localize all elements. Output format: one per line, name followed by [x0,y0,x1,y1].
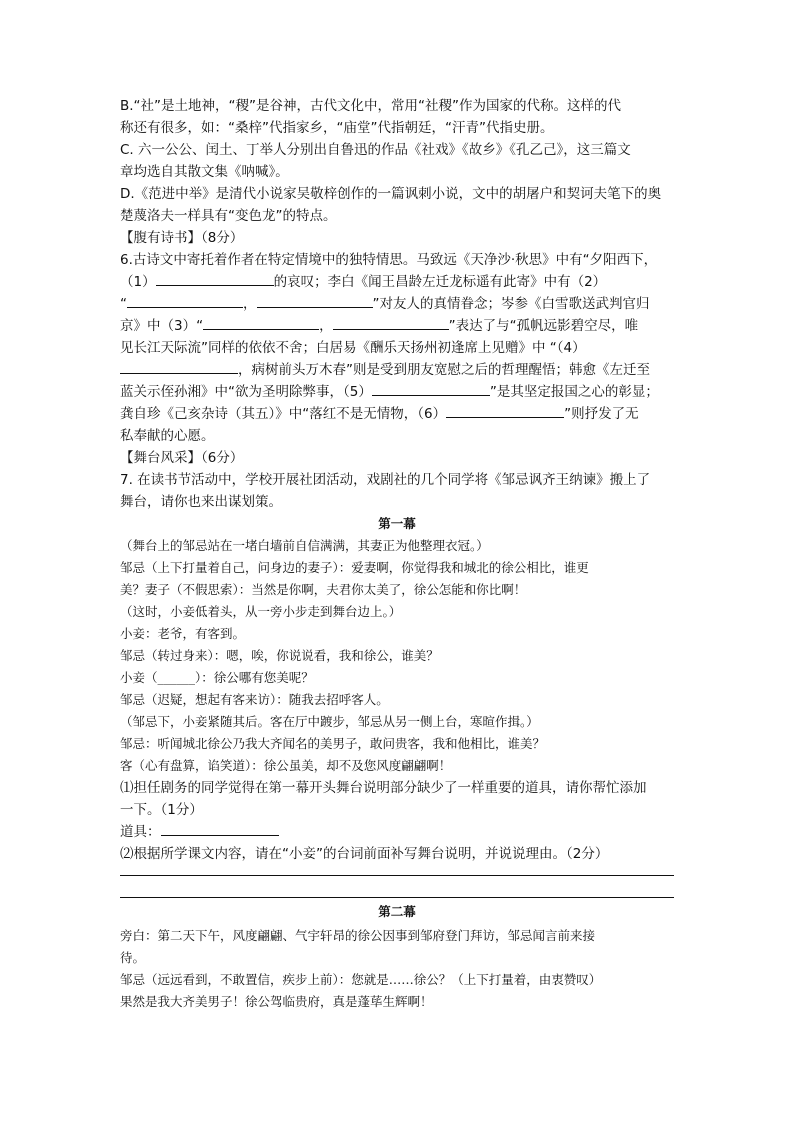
act1-line: 邹忌（迟疑，想起有客来访）：随我去招呼客人。 [120,692,389,707]
q6-text-4c: ”表达了与“孤帆远影碧空尽，唯 [448,318,639,334]
q7-line1: 7. 在读书节活动中，学校开展社团活动，戏剧社的几个同学将《邹忌讽齐王纳谏》搬上了 [120,472,651,488]
q7-sub2: ⑵根据所学课文内容，请在“小妾”的台词前面补写舞台说明，并说说理由。（2分） [120,846,609,862]
q6-line8 [120,404,639,424]
q6-line2 [120,272,606,292]
option-b-line1: B.“社”是土地神，“稷”是谷神，古代文化中，常用“社稷”作为国家的代称。这样的代 [120,98,622,114]
act1-line: 邹忌：听闻城北徐公乃我大齐闻名的美男子，敢问贵客，我和他相比，谁美？ [120,736,546,751]
q6-text-7b: ”是其坚定报国之心的彰显； [489,384,659,400]
q6-line7 [120,382,659,402]
q6-blank-5[interactable] [372,382,490,396]
q6-text-8a: 龚自珍《己亥杂诗（其五）》中“落红不是无情物，（6） [120,406,447,422]
q6-line9: 私奉献的心愿。 [120,428,215,444]
q6-blank-2b[interactable] [257,294,373,308]
prop-blank[interactable] [161,822,279,836]
q6-line6 [120,360,650,380]
q6-text-3: ”对友人的真情眷念；岑参《白雪歌送武判官归 [372,296,650,312]
q6-label-1: （1） [120,274,156,290]
act1-line: （舞台上的邹忌站在一堵白墙前自信满满，其妻正为他整理衣冠。） [120,538,489,553]
q6-text-8b: ”则抒发了无 [564,406,639,422]
prop-answer-line [120,822,279,842]
answer-rule-1[interactable] [120,875,674,876]
act2-line: 邹忌（远远看到，不敢置信，疾步上前）：您就是……徐公？（上下打量着，由衷赞叹） [120,972,602,987]
act1-line: 美？妻子（不假思索）：当然是你啊，夫君你太美了，徐公怎能和你比啊！ [120,582,527,597]
q6-text-2: 的哀叹；李白《闻王昌龄左迁龙标遥有此寄》中有（2） [273,274,607,290]
option-b-line2: 称还有很多，如：“桑梓”代指家乡，“庙堂”代指朝廷，“汗青”代指史册。 [120,120,554,136]
act1-line: 小妾（______）：徐公哪有您美呢？ [120,670,314,685]
q6-text-4a: 京》中（3）“ [120,318,204,334]
act1-line: 邹忌（上下打量着自己，问身边的妻子）：爱妻啊，你觉得我和城北的徐公相比，谁更 [120,560,589,575]
q6-line3 [120,294,650,314]
q6-blank-2a[interactable] [127,294,243,308]
q6-blank-4[interactable] [120,360,238,374]
q7-sub1-line1: ⑴担任剧务的同学觉得在第一幕开头舞台说明部分缺少了一样重要的道具，请你帮忙添加 [120,780,647,796]
q6-text-7a: 蓝关示侄孙湘》中“欲为圣明除弊事，（5） [120,384,372,400]
q6-comma: ， [243,296,257,312]
q6-blank-1[interactable] [156,272,274,286]
section-heading-stage: 【舞台风采】（6分） [120,450,244,466]
act1-line: 小妾：老爷，有客到。 [120,626,246,641]
option-d-line1: D.《范进中举》是清代小说家吴敬梓创作的一篇讽刺小说，文中的胡屠户和契诃夫笔下的奥 [120,186,662,202]
q6-line1: 6.古诗文中寄托着作者在特定情境中的独特情思。马致远《天净沙·秋思》中有“夕阳西下， [120,252,658,268]
act1-line: （这时，小妾低着头，从一旁小步走到舞台边上。） [120,604,402,619]
act1-title: 第一幕 [378,516,416,531]
act2-title: 第二幕 [378,904,416,919]
act1-line: 客（心有盘算，谄笑道）：徐公虽美，却不及您风度翩翩啊！ [120,758,452,773]
section-heading-poetry: 【腹有诗书】（8分） [120,230,244,246]
q6-line5: 见长江天际流”同样的依依不舍；白居易《酬乐天扬州初逢席上见赠》中 “（4） [120,340,586,356]
q7-line2: 舞台，请你也来出谋划策。 [120,494,282,510]
answer-rule-2[interactable] [120,897,674,898]
option-c-line2: 章均选自其散文集《呐喊》。 [120,164,289,180]
q6-blank-3a[interactable] [203,316,319,330]
act1-line: （邹忌下，小妾紧随其后。客在厅中踱步，邹忌从另一侧上台，寒暄作揖。） [120,714,539,729]
option-c-line1: C. 六一公公、闰土、丁举人分别出自鲁迅的作品《社戏》《故乡》《孔乙己》，这三篇文 [120,142,631,158]
act2-line: 果然是我大齐美男子！徐公驾临贵府，真是蓬荜生辉啊！ [120,994,433,1009]
q6-line4 [120,316,638,336]
q6-blank-6[interactable] [446,404,564,418]
option-d-line2: 楚蔑洛夫一样具有“变色龙”的特点。 [120,208,337,224]
act2-line: 旁白：第二天下午，风度翩翩、气宇轩昂的徐公因事到邹府登门拜访，邹忌闻言前来接 [120,928,596,943]
q6-comma-2: ， [319,318,333,334]
q6-blank-3b[interactable] [333,316,449,330]
prop-label: 道具： [120,824,161,840]
act1-line: 邹忌（转过身来）：嗯，唉，你说说看，我和徐公，谁美？ [120,648,439,663]
q7-sub1-line2: 一下。（1分） [120,802,203,818]
act2-line: 待。 [120,950,146,965]
q6-quote-open: “ [120,296,127,312]
q6-text-6: ，病树前头万木春”则是受到朋友宽慰之后的哲理醒悟；韩愈《左迁至 [238,362,650,378]
